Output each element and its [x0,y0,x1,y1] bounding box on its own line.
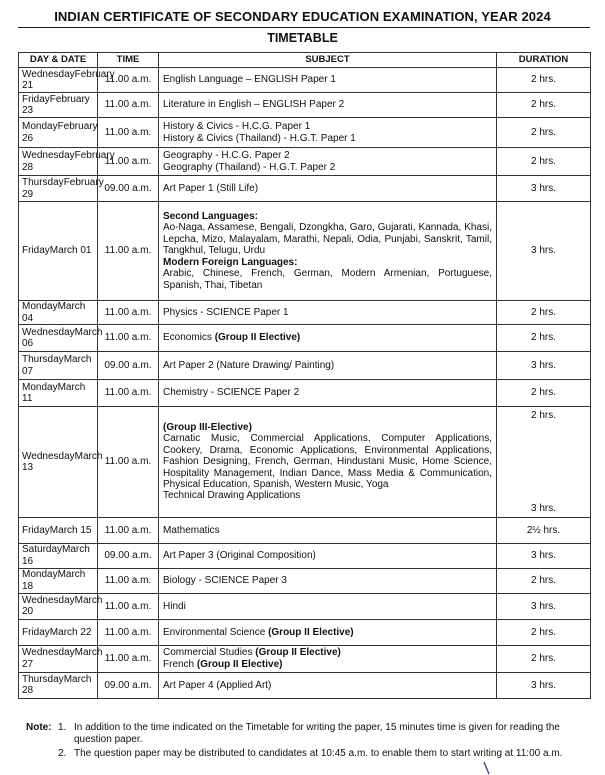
table-row [19,517,591,543]
subject-cell: Hindi [159,593,497,619]
duration-cell: 2 hrs. [497,325,591,352]
subject-cell [159,645,497,672]
duration-cell: 2 hrs. [497,93,591,118]
elective-tag: (Group II Elective) [268,626,354,638]
day-date-cell [19,407,103,518]
table-row [19,202,591,301]
date: March 28 [22,673,92,697]
duration-cell: 2 hrs. [497,619,591,645]
table-row [19,568,591,593]
time-cell: 11.00 a.m. [98,517,159,543]
date: February 28 [22,150,115,173]
elective-tag: (Group II Elective) [196,658,283,670]
date: February 29 [22,177,104,200]
date: February 21 [22,68,115,91]
table-row [19,380,591,407]
subject-line: History & Civics (Thailand) - H.G.T. Paper 1 [163,132,356,144]
duration-cell: 2 hrs. [497,68,591,93]
time-cell: 11.00 a.m. [98,325,159,352]
table-row [19,325,591,352]
day: Monday [22,569,58,581]
day-date-cell [19,568,98,593]
timetable [18,52,591,699]
column-header-subject: SUBJECT [159,53,497,68]
duration-cell: 3 hrs. [497,352,591,380]
subject-line: Geography (Thailand) - H.G.T. Paper 2 [163,161,336,173]
note-item [26,748,586,760]
duration-cell: 2 hrs. [497,118,591,148]
subject-cell: Chemistry - SCIENCE Paper 2 [159,380,497,407]
day-date-cell [19,517,98,543]
day-date-cell [19,202,98,301]
time-cell: 09.00 a.m. [98,176,159,202]
subject-cell: Physics - SCIENCE Paper 1 [159,301,497,325]
table-row [19,68,591,93]
group-iii-heading: (Group III-Elective) [163,421,252,433]
table-row [19,176,591,202]
day-date-cell [19,93,98,118]
foreign-languages-list: Arabic, Chinese, French, German, Modern Armenian, Portuguese, Spanish, Thai, Tibetan [163,268,492,291]
duration-cell: 3 hrs. [497,202,591,301]
day: Wednesday [22,594,75,606]
date: March 27 [22,647,103,670]
day: Friday [22,626,50,638]
date: March 04 [22,301,86,324]
date: March 22 [49,626,92,638]
time-cell: 09.00 a.m. [98,543,159,568]
day-date-cell [19,645,103,672]
day: Thursday [22,177,64,189]
date: March 07 [22,354,92,377]
note-number: 2. [58,748,67,760]
notes-label-spacer [26,748,58,760]
duration-cell: 3 hrs. [497,672,591,698]
column-header-time: TIME [98,53,159,68]
subject-cell: Mathematics [159,517,497,543]
day: Wednesday [22,150,75,162]
notes-section [26,722,586,760]
subject-cell: Art Paper 2 (Nature Drawing/ Painting) [159,352,497,380]
subject-cell [159,619,497,645]
time-cell: 11.00 a.m. [98,645,159,672]
table-row [19,619,591,645]
time-cell: 09.00 a.m. [98,672,159,698]
day-date-cell [19,672,98,698]
day: Wednesday [22,647,75,659]
date: February 23 [22,93,90,116]
date: March 13 [22,450,103,473]
subject-cell: Biology - SCIENCE Paper 3 [159,568,497,593]
day-date-cell [19,352,98,380]
subject-text: Economics [163,332,215,344]
time-cell: 09.00 a.m. [98,352,159,380]
day-date-cell [19,593,103,619]
day: Monday [22,301,58,313]
table-row [19,593,591,619]
subject-line: Geography - H.C.G. Paper 2 [163,150,290,162]
note-number: 1. [58,722,67,733]
day-date-cell [19,380,98,407]
day: Friday [22,245,50,257]
table-row [19,672,591,698]
day: Friday [22,524,50,536]
duration-cell: 2 hrs. [497,568,591,593]
subject-cell [159,407,497,518]
time-cell: 11.00 a.m. [98,68,159,93]
table-row [19,118,591,148]
day-date-cell [19,118,98,148]
duration-cell: 2 hrs. [497,645,591,672]
duration-cell: 3 hrs. [497,593,591,619]
time-cell: 11.00 a.m. [98,407,159,518]
subject-cell: Art Paper 4 (Applied Art) [159,672,497,698]
date: March 20 [22,594,103,618]
duration-group-iii: 2 hrs. [530,410,556,421]
elective-tag: (Group II Elective) [214,332,301,344]
day-date-cell [19,148,115,176]
day: Wednesday [22,450,75,462]
table-row [19,148,591,176]
duration-cell: 2½ hrs. [497,517,591,543]
title-divider [18,27,590,28]
time-cell: 11.00 a.m. [98,148,159,176]
day: Friday [22,93,50,105]
subject-cell [159,118,497,148]
table-row [19,93,591,118]
time-cell: 11.00 a.m. [98,301,159,325]
group-iii-list: Carnatic Music, Commercial Applications, Computer Applications, Cookery, Drama, Economic Applications, Environmental Applications, Fashion Designing, French, German, Hindustani Music, Home Science, Hospitality Management, Indian Dance, Mass Media & Communication, Physical Education, Spanish, Western Music, Yoga [163,433,492,491]
table-row [19,407,591,518]
date: March 06 [22,326,103,349]
day-date-cell [19,543,98,568]
day: Saturday [22,544,63,556]
duration-cell [497,407,591,518]
subject-text: Environmental Science [163,626,269,638]
time-cell: 11.00 a.m. [98,568,159,593]
time-cell: 11.00 a.m. [98,93,159,118]
duration-cell: 2 hrs. [497,148,591,176]
document-subtitle: TIMETABLE [267,31,338,45]
note-text: The question paper may be distributed to candidates at 10:45 a.m. to enable them to start writing at 11:00 a.m. [74,748,563,760]
subject-cell [159,202,497,301]
subject-cell: Art Paper 3 (Original Composition) [159,543,497,568]
elective-tag: (Group II Elective) [255,647,341,659]
table-row [19,301,591,325]
day: Wednesday [22,68,75,80]
date: March 15 [49,524,92,536]
time-cell: 11.00 a.m. [98,202,159,301]
table-row [19,352,591,380]
note-item [26,722,586,745]
subject-cell: Literature in English – ENGLISH Paper 2 [159,93,497,118]
date: March 16 [22,544,90,567]
subject-cell [159,148,497,176]
time-cell: 11.00 a.m. [98,593,159,619]
day-date-cell [19,619,98,645]
day: Monday [22,121,58,133]
day-date-cell [19,301,98,325]
second-languages-list: Ao-Naga, Assamese, Bengali, Dzongkha, Garo, Gujarati, Kannada, Khasi, Lepcha, Mizo, Malayalam, Marathi, Nepali, Odia, Punjabi, Sanskrit, Tamil, Tangkhul, Telugu, Urdu [163,222,492,257]
day: Monday [22,381,58,393]
day-date-cell [19,176,104,202]
table-header-row [19,53,591,68]
column-header-duration: DURATION [497,53,591,68]
subject-text: French [163,658,197,670]
date: March 01 [49,245,92,257]
second-languages-heading: Second Languages: [163,211,259,223]
day: Wednesday [22,326,75,338]
subject-line [163,647,492,658]
note-text: In addition to the time indicated on the Timetable for writing the paper, 15 minutes time is given for reading the question paper. [74,722,560,745]
duration-cell: 2 hrs. [497,301,591,325]
technical-drawing-line: Technical Drawing Applications [163,490,301,502]
day: Thursday [22,673,64,685]
subject-text: Commercial Studies [163,647,256,659]
subject-cell [159,325,497,352]
day-date-cell [19,325,103,352]
time-cell: 11.00 a.m. [98,118,159,148]
date: March 11 [22,381,86,404]
notes-label: Note: [26,722,52,733]
subject-line [163,659,492,670]
date: March 18 [22,569,86,592]
column-header-day-date: DAY & DATE [19,53,98,68]
table-row [19,645,591,672]
table-row [19,543,591,568]
subject-line: History & Civics - H.C.G. Paper 1 [163,121,311,133]
subject-cell: Art Paper 1 (Still Life) [159,176,497,202]
date: February 26 [22,121,98,144]
day: Thursday [22,354,64,366]
time-cell: 11.00 a.m. [98,619,159,645]
time-cell: 11.00 a.m. [98,380,159,407]
duration-cell: 3 hrs. [497,543,591,568]
duration-technical-drawing: 3 hrs. [530,503,556,515]
duration-cell: 3 hrs. [497,176,591,202]
day-date-cell [19,68,115,93]
document-title: INDIAN CERTIFICATE OF SECONDARY EDUCATION EXAMINATION, YEAR 2024 [54,9,551,24]
duration-cell: 2 hrs. [497,380,591,407]
subject-cell: English Language – ENGLISH Paper 1 [159,68,497,93]
pen-stroke-mark [483,762,491,775]
foreign-languages-heading: Modern Foreign Languages: [163,256,298,268]
